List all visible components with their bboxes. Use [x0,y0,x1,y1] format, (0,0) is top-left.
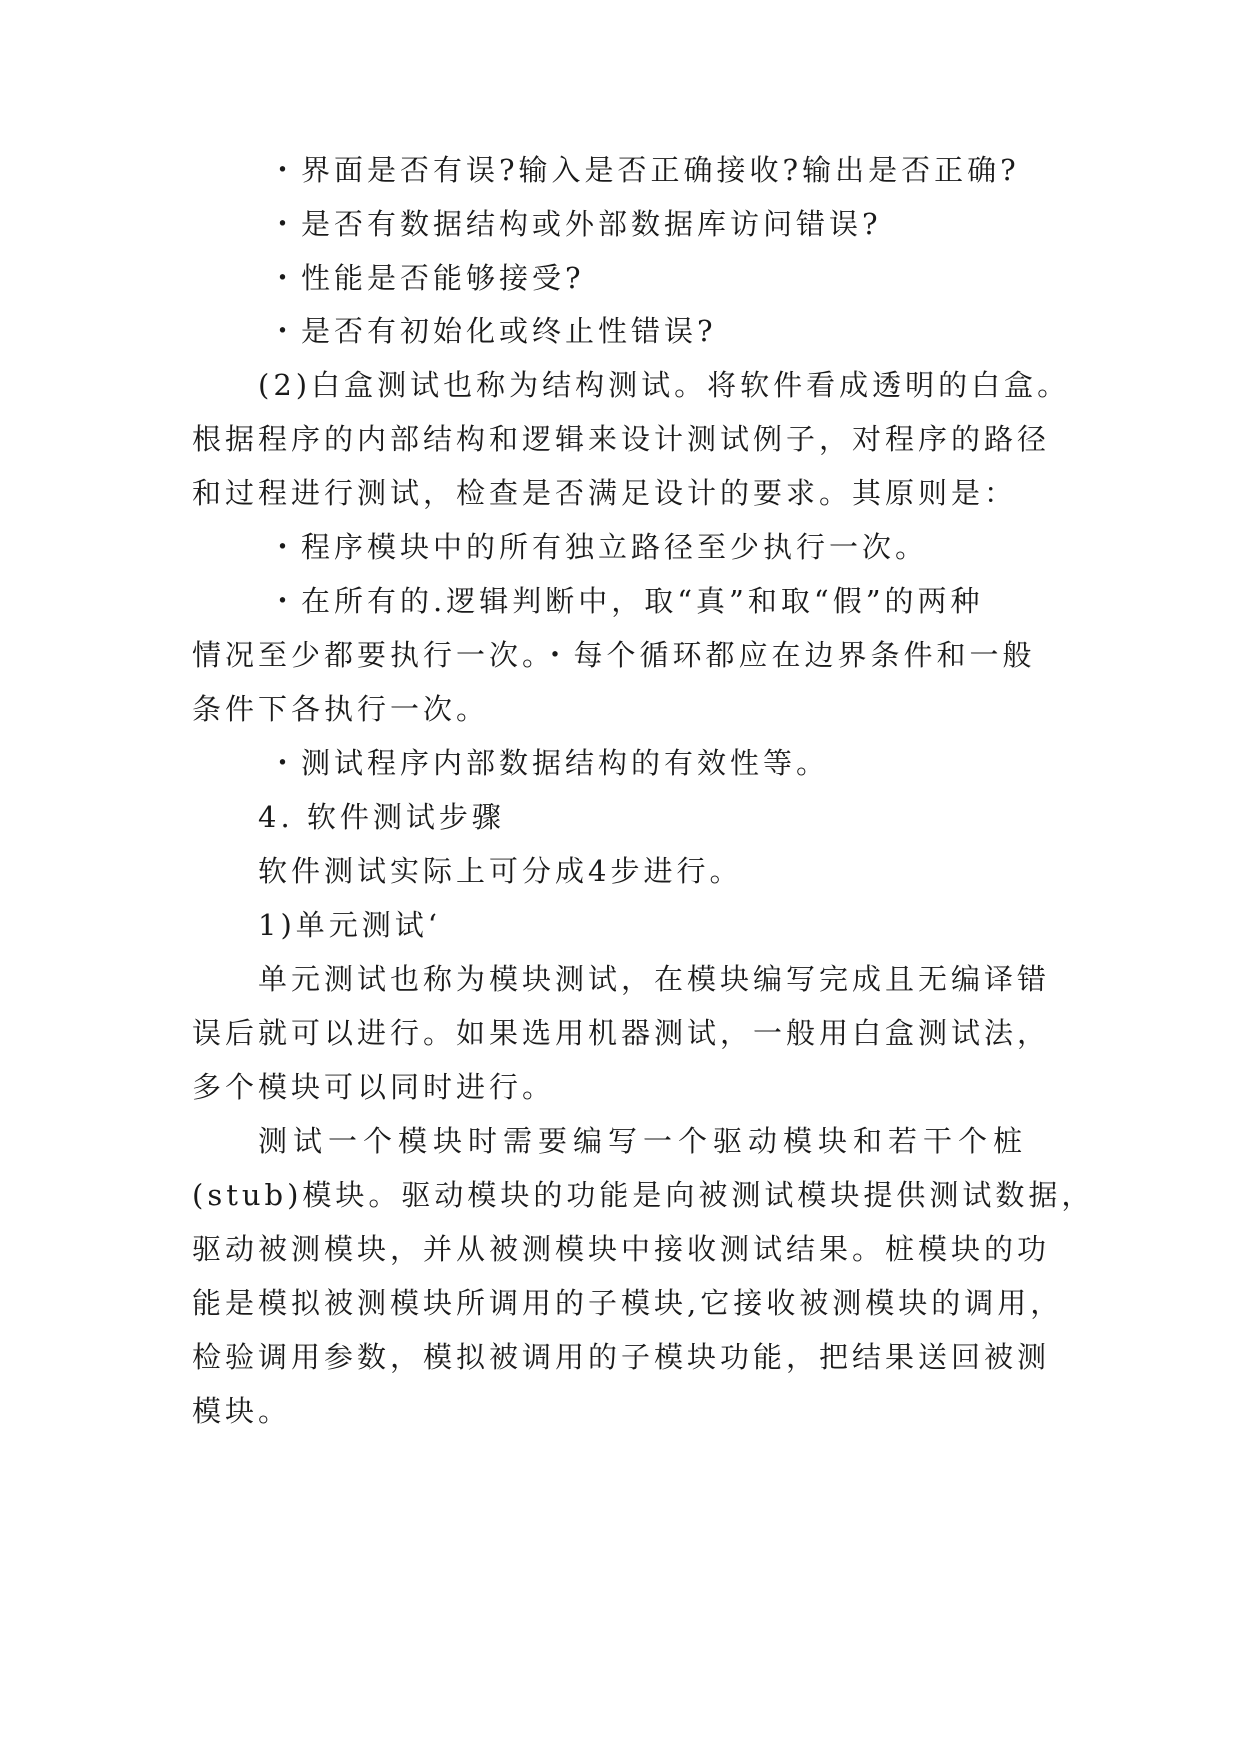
bullet-loop-conditions-line: 条件下各执行一次。 [192,692,490,726]
bullet-interface-check: ・界面是否有误?输入是否正确接收?输出是否正确? [268,153,1020,187]
bullet-data-structure-validity: ・测试程序内部数据结构的有效性等。 [268,746,830,780]
white-box-paragraph-line-1: (2)白盒测试也称为结构测试。将软件看成透明的白盒。 [258,368,1071,402]
bullet-data-structure-check: ・是否有数据结构或外部数据库访问错误? [268,207,882,241]
bullet-performance-check: ・性能是否能够接受? [268,261,585,295]
subheading-unit-test: 1)单元测试‘ [258,908,441,942]
driver-stub-paragraph-line-6: 模块。 [192,1394,292,1428]
driver-stub-paragraph-line-2: (stub)模块。驱动模块的功能是向被测试模块提供测试数据， [192,1178,1095,1212]
bullet-logic-decisions-line-2: 情况至少都要执行一次。・每个循环都应在边界条件和一般 [192,638,1036,672]
white-box-paragraph-line-3: 和过程进行测试，检查是否满足设计的要求。其原则是： [192,476,1018,510]
bullet-logic-decisions-line-1: ・在所有的.逻辑判断中，取“真”和取“假”的两种 [268,584,984,618]
bullet-init-termination-check: ・是否有初始化或终止性错误? [268,314,717,348]
section-heading-test-steps: 4. 软件测试步骤 [258,800,505,834]
bullet-independent-paths: ・程序模块中的所有独立路径至少执行一次。 [268,530,929,564]
white-box-paragraph-line-2: 根据程序的内部结构和逻辑来设计测试例子，对程序的路径 [192,422,1051,456]
unit-test-paragraph-line-2: 误后就可以进行。如果选用机器测试，一般用白盒测试法， [192,1016,1051,1050]
driver-stub-paragraph-line-3: 驱动被测模块，并从被测模块中接收测试结果。桩模块的功 [192,1232,1051,1266]
unit-test-paragraph-line-1: 单元测试也称为模块测试，在模块编写完成且无编译错 [258,962,1051,996]
unit-test-paragraph-line-3: 多个模块可以同时进行。 [192,1070,556,1104]
driver-stub-paragraph-line-4: 能是模拟被测模块所调用的子模块,它接收被测模块的调用， [192,1286,1064,1320]
driver-stub-paragraph-line-1: 测试一个模块时需要编写一个驱动模块和若干个桩 [258,1124,1029,1158]
driver-stub-paragraph-line-5: 检验调用参数，模拟被调用的子模块功能，把结果送回被测 [192,1340,1051,1374]
test-steps-intro: 软件测试实际上可分成4步进行。 [258,854,743,888]
